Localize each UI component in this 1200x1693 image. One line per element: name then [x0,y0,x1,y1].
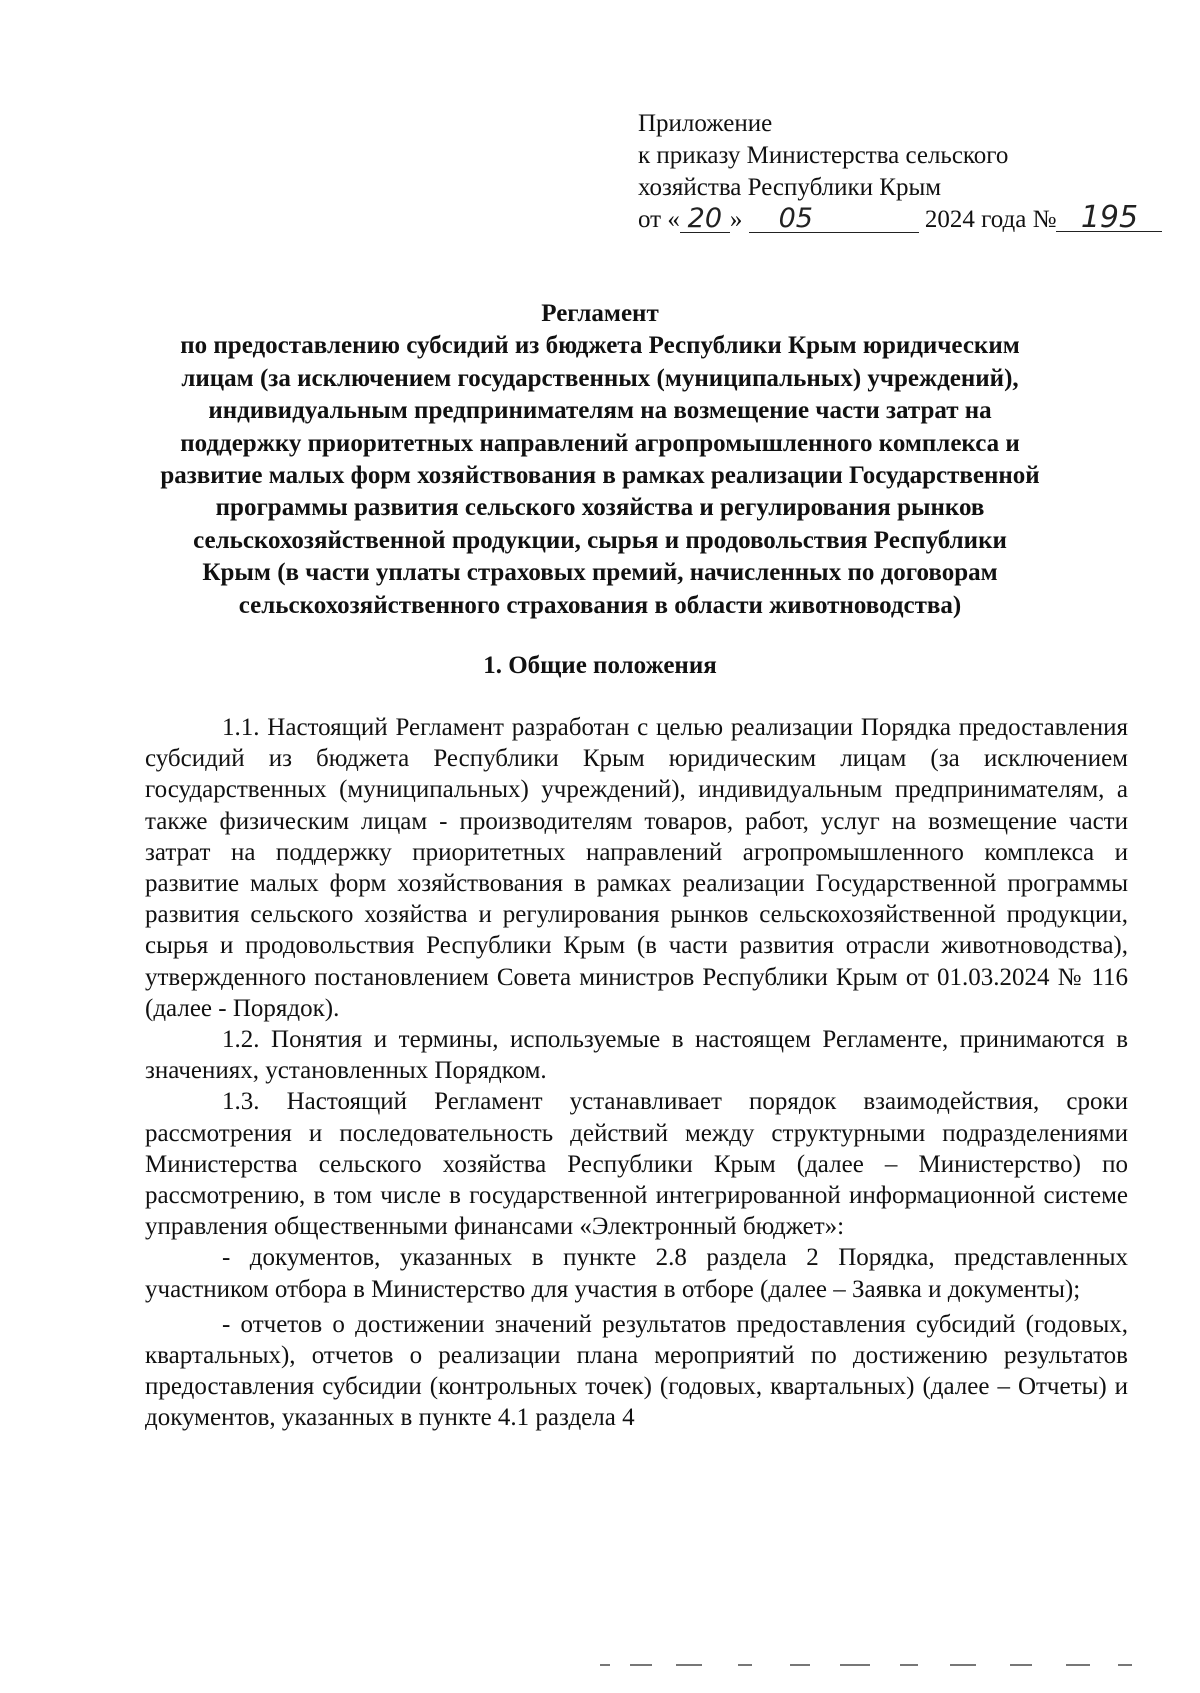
title-heading: Регламент [541,300,659,327]
order-number: 195 [1056,205,1162,232]
scan-artifact [840,1664,870,1666]
date-year-text: 2024 года № [924,206,1057,233]
title-line: Крым (в части уплаты страховых премий, начисленных по договорам [202,559,998,587]
paragraph-1-1: 1.1. Настоящий Регламент разработан с целью реализации Порядка предоставления субсидий из бюджета Республики Крым юридическим лицам (за исключением государственных (муниципальных) учреждений), индивидуальным предпринимателям, а также физическим лицам - производителям товаров, работ, услуг на возмещение части затрат на поддержку приоритетных направлений агропромышленного комплекса и развитие малых форм хозяйствования в рамках реализации Государственной программы развития сельского хозяйства и регулирования рынков сельскохозяйственной продукции, сырья и продовольствия Республики Крым (в части развития отрасли животноводства), утвержденного постановлением Совета министров Республики Крым от 01.03.2024 № 116 (далее - Порядок). [145,714,1128,1022]
scan-artifact [738,1664,752,1666]
title-line: программы развития сельского хозяйства и регулирования рынков [215,494,985,522]
scan-artifact [1066,1664,1090,1666]
appendix-line: Приложение [638,110,773,137]
title-line: сельскохозяйственного страхования в области животноводства) [238,591,962,619]
scan-artifact [600,1664,610,1666]
appendix-date-line [638,200,1178,236]
scan-artifact [630,1664,652,1666]
date-month: 05 [749,206,919,233]
scan-artifact [950,1664,976,1666]
section-body [145,712,1128,1434]
title-line: индивидуальным предпринимателям на возмещение части затрат на [208,397,992,425]
title-line: лицам (за исключением государственных (муниципальных) учреждений), [181,364,1019,392]
appendix-line: хозяйства Республики Крым [638,174,942,201]
paragraph-1-3: 1.3. Настоящий Регламент устанавливает порядок взаимодействия, сроки рассмотрения и последовательность действий между структурными подразделениями Министерства сельского хозяйства Республики Крым (далее – Министерство) по рассмотрению, в том числе в государственной интегрированной информационной системе управления общественными финансами «Электронный бюджет»: [145,1088,1128,1241]
list-item-reports: - отчетов о достижении значений результатов предоставления субсидий (годовых, квартальных), отчетов о реализации плана мероприятий по достижению результатов предоставления субсидии (контрольных точек) (годовых, квартальных) (далее – Отчеты) и документов, указанных в пункте 4.1 раздела 4 [145,1310,1128,1432]
title-line: по предоставлению субсидий из бюджета Республики Крым юридическим [180,332,1020,360]
section-heading: 1. Общие положения [483,652,717,679]
scan-artifact [900,1664,918,1666]
date-day: 20 [680,206,730,233]
date-mid: » [729,206,743,233]
paragraph-1-2: 1.2. Понятия и термины, используемые в настоящем Регламенте, принимаются в значениях, установленных Порядком. [145,1026,1128,1085]
title-line: поддержку приоритетных направлений агропромышленного комплекса и [180,429,1020,457]
title-line: развитие малых форм хозяйствования в рамках реализации Государственной [160,462,1040,490]
appendix-block [638,108,1178,236]
scan-artifact [676,1664,702,1666]
document-title [140,298,1060,622]
scan-artifact [1010,1664,1032,1666]
date-prefix: от « [638,206,680,233]
appendix-line: к приказу Министерства сельского [638,142,1009,169]
scan-artifact [1118,1664,1132,1666]
title-line: сельскохозяйственной продукции, сырья и продовольствия Республики [193,526,1007,554]
list-item-documents: - документов, указанных в пункте 2.8 раздела 2 Порядка, представленных участником отбора в Министерство для участия в отборе (далее – Заявка и документы); [145,1244,1128,1303]
scan-artifact [790,1664,810,1666]
